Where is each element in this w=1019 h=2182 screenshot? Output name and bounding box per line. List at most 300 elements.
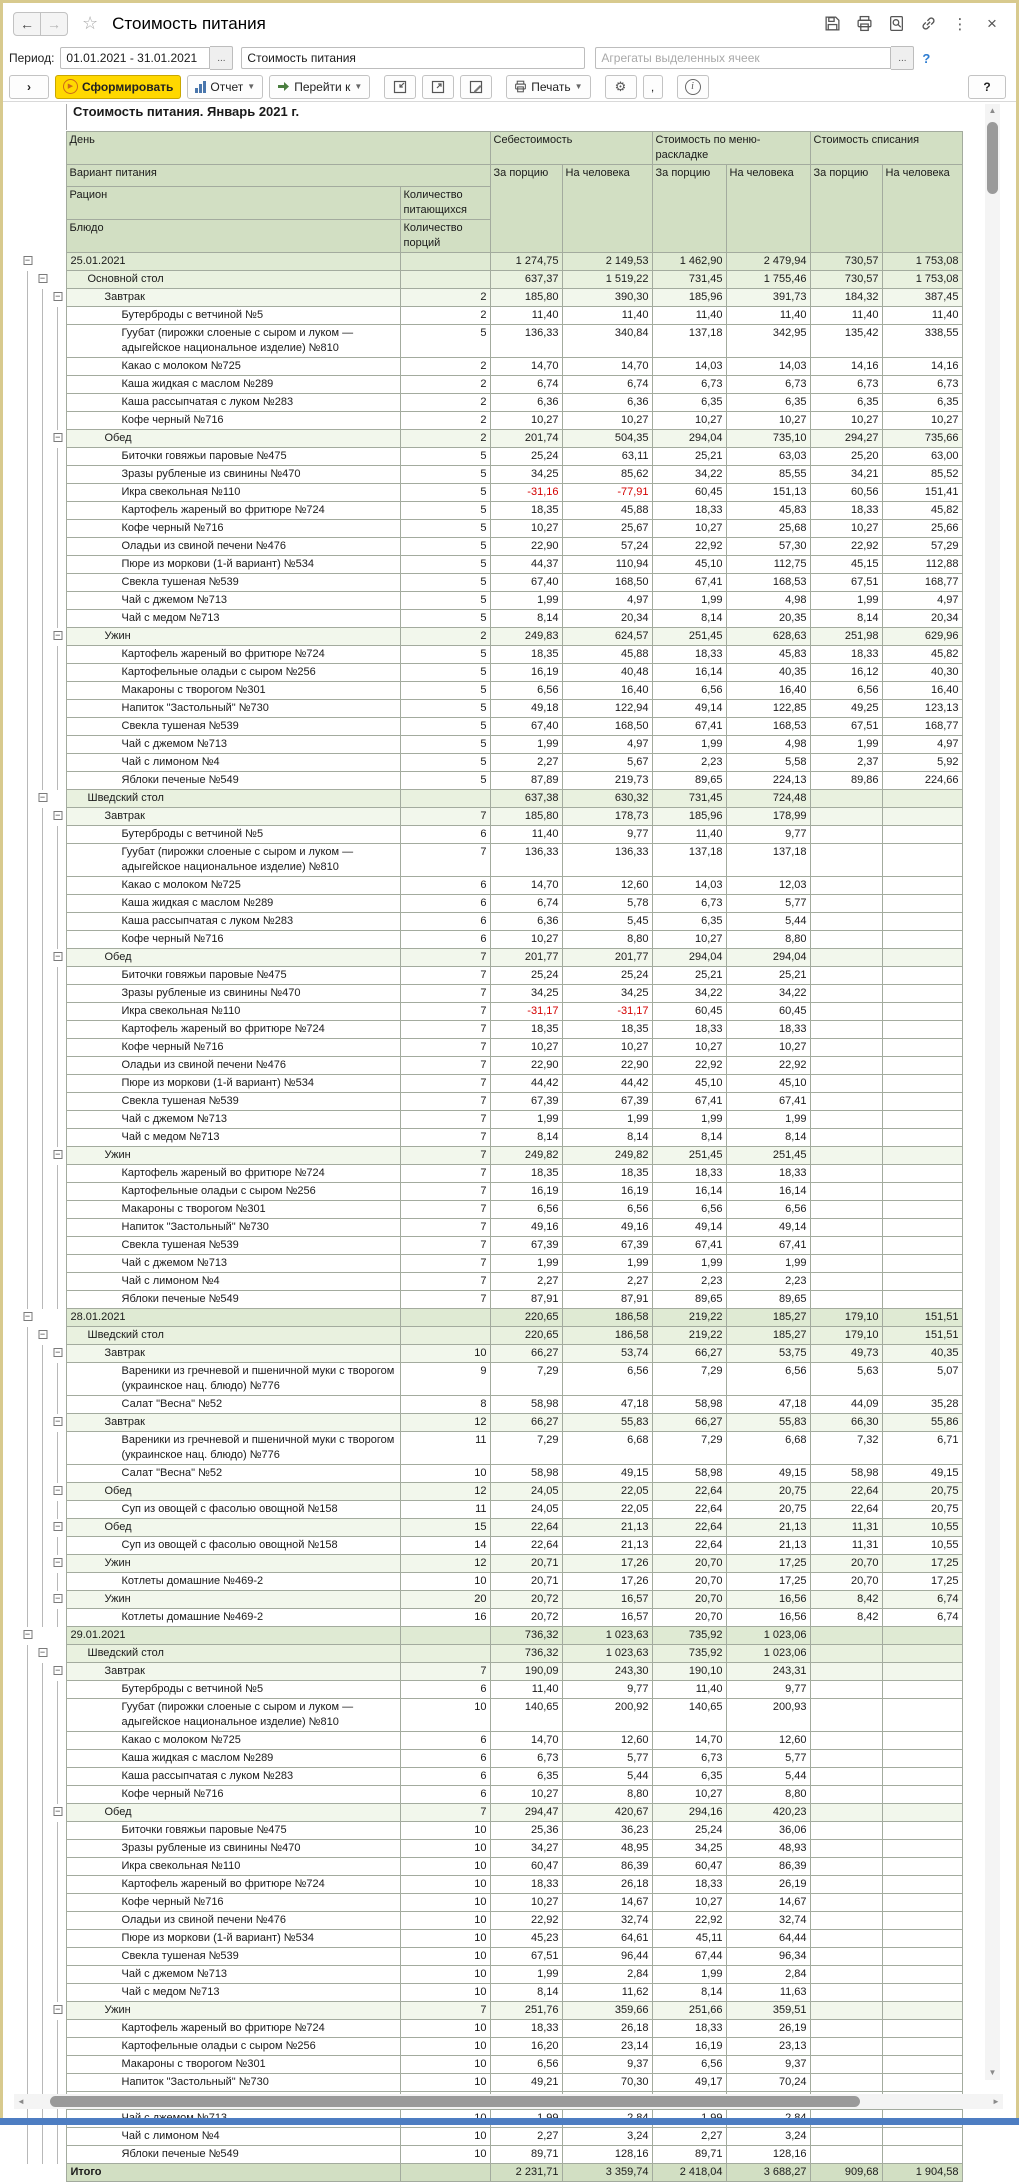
value-cell[interactable]: 86,39	[726, 1858, 810, 1876]
value-cell[interactable]: 251,45	[652, 1147, 726, 1165]
value-cell[interactable]	[882, 1858, 962, 1876]
value-cell[interactable]: 45,23	[490, 1930, 562, 1948]
value-cell[interactable]: 22,90	[490, 1057, 562, 1075]
quantity-cell[interactable]: 5	[400, 574, 490, 592]
value-cell[interactable]: 22,92	[726, 1057, 810, 1075]
value-cell[interactable]: 87,89	[490, 772, 562, 790]
value-cell[interactable]: 8,14	[810, 610, 882, 628]
dish-cell[interactable]: Котлеты домашние №469-2	[66, 1609, 400, 1627]
value-cell[interactable]: 10,27	[490, 412, 562, 430]
group-cell[interactable]: Ужин	[66, 1555, 400, 1573]
value-cell[interactable]: 178,73	[562, 808, 652, 826]
value-cell[interactable]	[810, 949, 882, 967]
value-cell[interactable]: 6,73	[810, 376, 882, 394]
value-cell[interactable]: 390,30	[562, 289, 652, 307]
value-cell[interactable]	[810, 1003, 882, 1021]
value-cell[interactable]	[810, 808, 882, 826]
quantity-cell[interactable]: 7	[400, 1273, 490, 1291]
quantity-cell[interactable]: 6	[400, 1732, 490, 1750]
value-cell[interactable]: -31,17	[562, 1003, 652, 1021]
value-cell[interactable]: 1,99	[652, 592, 726, 610]
col-header-per-person[interactable]: На человека	[562, 165, 652, 253]
value-cell[interactable]: 64,44	[726, 1930, 810, 1948]
dish-cell[interactable]: Суп из овощей с фасолью овощной №158	[66, 1537, 400, 1555]
value-cell[interactable]: 200,93	[726, 1699, 810, 1732]
collapse-toggle[interactable]: −	[55, 809, 61, 820]
value-cell[interactable]	[882, 1183, 962, 1201]
print-menu-button[interactable]	[506, 75, 590, 99]
dish-cell[interactable]: Гуубат (пирожки слоеные с сыром и луком — адыгейское национальное изделие) №810	[66, 844, 400, 877]
value-cell[interactable]: 9,37	[562, 2056, 652, 2074]
quantity-cell[interactable]: 7	[400, 1003, 490, 1021]
value-cell[interactable]	[810, 1804, 882, 1822]
quantity-cell[interactable]: 10	[400, 2146, 490, 2164]
collapse-toggle[interactable]: −	[55, 1805, 61, 1816]
dish-cell[interactable]: Кофе черный №716	[66, 412, 400, 430]
quantity-cell[interactable]: 6	[400, 1681, 490, 1699]
value-cell[interactable]: 185,96	[652, 808, 726, 826]
value-cell[interactable]	[810, 1057, 882, 1075]
value-cell[interactable]	[810, 1147, 882, 1165]
scroll-left-arrow[interactable]: ◄	[17, 2097, 25, 2106]
value-cell[interactable]: 96,44	[562, 1948, 652, 1966]
value-cell[interactable]: 7,29	[652, 1432, 726, 1465]
quantity-cell[interactable]	[400, 2164, 490, 2182]
value-cell[interactable]: 67,40	[490, 574, 562, 592]
favorite-star-icon[interactable]: ☆	[82, 13, 99, 33]
quantity-cell[interactable]: 10	[400, 1984, 490, 2002]
value-cell[interactable]: 58,98	[810, 1465, 882, 1483]
dish-cell[interactable]: Чай с лимоном №4	[66, 754, 400, 772]
value-cell[interactable]: 122,94	[562, 700, 652, 718]
value-cell[interactable]: 47,18	[726, 1396, 810, 1414]
dish-cell[interactable]: Каша жидкая с маслом №289	[66, 1750, 400, 1768]
value-cell[interactable]: 151,13	[726, 484, 810, 502]
value-cell[interactable]: 6,74	[882, 1591, 962, 1609]
value-cell[interactable]	[882, 1984, 962, 2002]
dish-cell[interactable]: Яблоки печеные №549	[66, 1291, 400, 1309]
value-cell[interactable]	[882, 1057, 962, 1075]
value-cell[interactable]: 49,25	[810, 700, 882, 718]
value-cell[interactable]	[882, 1111, 962, 1129]
value-cell[interactable]: 58,98	[490, 1465, 562, 1483]
value-cell[interactable]: 67,41	[652, 1093, 726, 1111]
value-cell[interactable]: 89,65	[652, 1291, 726, 1309]
value-cell[interactable]: 34,22	[652, 985, 726, 1003]
value-cell[interactable]: 735,66	[882, 430, 962, 448]
value-cell[interactable]: 294,04	[652, 430, 726, 448]
value-cell[interactable]	[882, 1750, 962, 1768]
value-cell[interactable]: 55,83	[726, 1414, 810, 1432]
quantity-cell[interactable]: 7	[400, 1255, 490, 1273]
dish-cell[interactable]: Макароны с творогом №301	[66, 682, 400, 700]
dish-cell[interactable]: Биточки говяжьи паровые №475	[66, 967, 400, 985]
value-cell[interactable]: 219,22	[652, 1327, 726, 1345]
value-cell[interactable]: 11,40	[490, 307, 562, 325]
value-cell[interactable]: 190,10	[652, 1663, 726, 1681]
dish-cell[interactable]: Чай с медом №713	[66, 610, 400, 628]
value-cell[interactable]: 22,92	[652, 538, 726, 556]
value-cell[interactable]: 2 149,53	[562, 253, 652, 271]
value-cell[interactable]	[810, 826, 882, 844]
value-cell[interactable]	[882, 1804, 962, 1822]
value-cell[interactable]	[882, 1948, 962, 1966]
quantity-cell[interactable]	[400, 790, 490, 808]
dish-cell[interactable]: Каша рассыпчатая с луком №283	[66, 1768, 400, 1786]
dish-cell[interactable]: Бутерброды с ветчиной №5	[66, 826, 400, 844]
quantity-cell[interactable]: 2	[400, 289, 490, 307]
value-cell[interactable]: 40,35	[882, 1345, 962, 1363]
value-cell[interactable]: 2,27	[490, 754, 562, 772]
value-cell[interactable]: 6,74	[562, 376, 652, 394]
value-cell[interactable]: 18,33	[652, 1021, 726, 1039]
value-cell[interactable]: 20,75	[726, 1483, 810, 1501]
quantity-cell[interactable]: 7	[400, 1039, 490, 1057]
value-cell[interactable]: 294,16	[652, 1804, 726, 1822]
quantity-cell[interactable]: 5	[400, 502, 490, 520]
value-cell[interactable]: 25,24	[490, 448, 562, 466]
value-cell[interactable]: 3,24	[562, 2128, 652, 2146]
value-cell[interactable]: 5,44	[726, 1768, 810, 1786]
value-cell[interactable]: 57,24	[562, 538, 652, 556]
value-cell[interactable]: 11,63	[726, 1984, 810, 2002]
value-cell[interactable]: 140,65	[490, 1699, 562, 1732]
value-cell[interactable]	[810, 1663, 882, 1681]
value-cell[interactable]: 243,30	[562, 1663, 652, 1681]
value-cell[interactable]: 8,80	[726, 931, 810, 949]
dish-cell[interactable]: Какао с молоком №725	[66, 877, 400, 895]
value-cell[interactable]: 14,16	[810, 358, 882, 376]
col-header-day[interactable]: День	[66, 132, 490, 165]
value-cell[interactable]: 25,21	[652, 967, 726, 985]
value-cell[interactable]	[882, 895, 962, 913]
value-cell[interactable]: 14,70	[562, 358, 652, 376]
value-cell[interactable]: 14,16	[882, 358, 962, 376]
value-cell[interactable]	[882, 1840, 962, 1858]
value-cell[interactable]: 34,25	[652, 1840, 726, 1858]
value-cell[interactable]: 85,62	[562, 466, 652, 484]
value-cell[interactable]: 6,56	[490, 1201, 562, 1219]
value-cell[interactable]: 45,15	[810, 556, 882, 574]
value-cell[interactable]: 70,24	[726, 2074, 810, 2092]
quantity-cell[interactable]: 5	[400, 484, 490, 502]
value-cell[interactable]	[882, 826, 962, 844]
value-cell[interactable]: 10,27	[562, 1039, 652, 1057]
value-cell[interactable]: 11,40	[810, 307, 882, 325]
quantity-cell[interactable]: 2	[400, 412, 490, 430]
help-button[interactable]	[968, 75, 1006, 99]
dish-cell[interactable]: Каша жидкая с маслом №289	[66, 376, 400, 394]
value-cell[interactable]: 6,73	[726, 376, 810, 394]
value-cell[interactable]: 67,51	[810, 718, 882, 736]
value-cell[interactable]: 45,82	[882, 646, 962, 664]
value-cell[interactable]: 201,77	[562, 949, 652, 967]
quantity-cell[interactable]: 7	[400, 808, 490, 826]
dish-cell[interactable]: Бутерброды с ветчиной №5	[66, 1681, 400, 1699]
value-cell[interactable]: 2,84	[562, 1966, 652, 1984]
value-cell[interactable]: 5,77	[562, 1750, 652, 1768]
value-cell[interactable]: 25,24	[490, 967, 562, 985]
value-cell[interactable]: 1,99	[562, 1255, 652, 1273]
value-cell[interactable]: 45,10	[652, 556, 726, 574]
quantity-cell[interactable]: 2	[400, 628, 490, 646]
value-cell[interactable]: 342,95	[726, 325, 810, 358]
value-cell[interactable]	[810, 2128, 882, 2146]
value-cell[interactable]: 85,52	[882, 466, 962, 484]
dish-cell[interactable]: Яблоки печеные №549	[66, 2146, 400, 2164]
value-cell[interactable]: 18,35	[490, 1021, 562, 1039]
dish-cell[interactable]: Салат "Весна" №52	[66, 1465, 400, 1483]
dish-cell[interactable]: Икра свекольная №110	[66, 1003, 400, 1021]
collapse-toggle[interactable]: −	[55, 290, 61, 301]
value-cell[interactable]: 4,98	[726, 736, 810, 754]
quantity-cell[interactable]: 10	[400, 1699, 490, 1732]
value-cell[interactable]: 128,16	[726, 2146, 810, 2164]
value-cell[interactable]: 387,45	[882, 289, 962, 307]
value-cell[interactable]: 6,73	[652, 895, 726, 913]
quantity-cell[interactable]: 5	[400, 682, 490, 700]
value-cell[interactable]: 67,41	[652, 574, 726, 592]
edit-cell-button[interactable]	[460, 75, 492, 99]
value-cell[interactable]	[810, 1912, 882, 1930]
quantity-cell[interactable]: 10	[400, 1930, 490, 1948]
value-cell[interactable]: 5,58	[726, 754, 810, 772]
value-cell[interactable]: 10,27	[652, 1039, 726, 1057]
value-cell[interactable]: 20,70	[652, 1573, 726, 1591]
value-cell[interactable]: 18,33	[726, 1165, 810, 1183]
value-cell[interactable]: 5,67	[562, 754, 652, 772]
horizontal-scroll-thumb[interactable]	[50, 2096, 860, 2107]
value-cell[interactable]: 1,99	[490, 1966, 562, 1984]
value-cell[interactable]: 6,73	[882, 376, 962, 394]
value-cell[interactable]: 45,10	[726, 1075, 810, 1093]
value-cell[interactable]: 2,37	[810, 754, 882, 772]
value-cell[interactable]: 49,16	[562, 1219, 652, 1237]
value-cell[interactable]: 735,92	[652, 1645, 726, 1663]
value-cell[interactable]: 1 755,46	[726, 271, 810, 289]
value-cell[interactable]: 10,27	[490, 520, 562, 538]
scroll-right-arrow[interactable]: ►	[992, 2097, 1000, 2106]
value-cell[interactable]: 1 753,08	[882, 253, 962, 271]
value-cell[interactable]	[882, 1003, 962, 1021]
col-header-cost[interactable]: Себестоимость	[490, 132, 652, 165]
quantity-cell[interactable]: 12	[400, 1483, 490, 1501]
info-button[interactable]	[677, 75, 709, 99]
value-cell[interactable]: 6,73	[490, 1750, 562, 1768]
col-header-variant[interactable]: Вариант питания	[66, 165, 490, 187]
vertical-scrollbar[interactable]	[985, 104, 1000, 2080]
quantity-cell[interactable]: 5	[400, 325, 490, 358]
dish-cell[interactable]: Чай с джемом №713	[66, 1966, 400, 1984]
value-cell[interactable]: 294,04	[726, 949, 810, 967]
value-cell[interactable]: 8,14	[562, 1129, 652, 1147]
dish-cell[interactable]: Картофельные оладьи с сыром №256	[66, 664, 400, 682]
value-cell[interactable]: 200,92	[562, 1699, 652, 1732]
generate-button[interactable]	[55, 75, 181, 99]
dish-cell[interactable]: Каша жидкая с маслом №289	[66, 895, 400, 913]
value-cell[interactable]: 10,27	[652, 1894, 726, 1912]
group-cell[interactable]: Завтрак	[66, 289, 400, 307]
dish-cell[interactable]: Кофе черный №716	[66, 1786, 400, 1804]
value-cell[interactable]: 58,98	[490, 1396, 562, 1414]
value-cell[interactable]: 5,44	[726, 913, 810, 931]
value-cell[interactable]: 22,64	[652, 1483, 726, 1501]
value-cell[interactable]: 66,27	[490, 1414, 562, 1432]
quantity-cell[interactable]: 10	[400, 1345, 490, 1363]
value-cell[interactable]	[810, 2020, 882, 2038]
value-cell[interactable]: 8,80	[726, 1786, 810, 1804]
value-cell[interactable]	[810, 1093, 882, 1111]
value-cell[interactable]: 67,41	[726, 1093, 810, 1111]
value-cell[interactable]: 136,33	[562, 844, 652, 877]
value-cell[interactable]	[810, 913, 882, 931]
quantity-cell[interactable]: 5	[400, 466, 490, 484]
value-cell[interactable]: 14,70	[652, 1732, 726, 1750]
value-cell[interactable]: 5,44	[562, 1768, 652, 1786]
value-cell[interactable]: 1 753,08	[882, 271, 962, 289]
value-cell[interactable]	[810, 1681, 882, 1699]
quantity-cell[interactable]: 7	[400, 1165, 490, 1183]
value-cell[interactable]: 1,99	[810, 592, 882, 610]
value-cell[interactable]: 48,95	[562, 1840, 652, 1858]
value-cell[interactable]: 58,98	[652, 1465, 726, 1483]
value-cell[interactable]: 17,25	[882, 1573, 962, 1591]
value-cell[interactable]: 6,35	[652, 1768, 726, 1786]
value-cell[interactable]: 10,27	[810, 520, 882, 538]
quantity-cell[interactable]: 7	[400, 1057, 490, 1075]
value-cell[interactable]: 21,13	[726, 1537, 810, 1555]
value-cell[interactable]: 185,80	[490, 289, 562, 307]
quantity-cell[interactable]: 10	[400, 1876, 490, 1894]
value-cell[interactable]: 151,51	[882, 1327, 962, 1345]
value-cell[interactable]: 18,35	[490, 646, 562, 664]
value-cell[interactable]: 11,40	[652, 1681, 726, 1699]
quantity-cell[interactable]: 9	[400, 1363, 490, 1396]
quantity-cell[interactable]: 5	[400, 556, 490, 574]
value-cell[interactable]: 16,56	[726, 1609, 810, 1627]
value-cell[interactable]: 735,92	[652, 1627, 726, 1645]
value-cell[interactable]: 1,99	[490, 1111, 562, 1129]
value-cell[interactable]: 67,51	[490, 1948, 562, 1966]
value-cell[interactable]: 16,40	[726, 682, 810, 700]
value-cell[interactable]: 736,32	[490, 1645, 562, 1663]
value-cell[interactable]: 2 418,04	[652, 2164, 726, 2182]
dish-cell[interactable]: Чай с медом №713	[66, 1984, 400, 2002]
value-cell[interactable]: 18,33	[652, 646, 726, 664]
value-cell[interactable]: 60,45	[726, 1003, 810, 1021]
value-cell[interactable]: 32,74	[562, 1912, 652, 1930]
value-cell[interactable]	[810, 967, 882, 985]
value-cell[interactable]: 67,51	[810, 574, 882, 592]
value-cell[interactable]: 40,48	[562, 664, 652, 682]
period-input[interactable]: 01.01.2021 - 31.01.2021	[60, 47, 210, 69]
value-cell[interactable]: 25,24	[652, 1822, 726, 1840]
value-cell[interactable]: 67,41	[726, 1237, 810, 1255]
dish-cell[interactable]: Оладьи из свиной печени №476	[66, 1912, 400, 1930]
value-cell[interactable]: 34,22	[726, 985, 810, 1003]
value-cell[interactable]: 49,14	[652, 700, 726, 718]
value-cell[interactable]: 26,19	[726, 1876, 810, 1894]
value-cell[interactable]: 34,25	[490, 466, 562, 484]
value-cell[interactable]	[810, 1984, 882, 2002]
dish-cell[interactable]: Свекла тушеная №539	[66, 718, 400, 736]
link-icon[interactable]	[918, 14, 938, 34]
group-cell[interactable]: Завтрак	[66, 1345, 400, 1363]
value-cell[interactable]: 185,96	[652, 289, 726, 307]
dish-cell[interactable]: Суп из овощей с фасолью овощной №158	[66, 1501, 400, 1519]
value-cell[interactable]: 18,35	[490, 502, 562, 520]
value-cell[interactable]	[882, 2074, 962, 2092]
dish-cell[interactable]: Биточки говяжьи паровые №475	[66, 448, 400, 466]
quantity-cell[interactable]: 5	[400, 538, 490, 556]
value-cell[interactable]	[882, 1786, 962, 1804]
value-cell[interactable]: 137,18	[652, 325, 726, 358]
dish-cell[interactable]: Котлеты домашние №469-2	[66, 1573, 400, 1591]
quantity-cell[interactable]: 10	[400, 1822, 490, 1840]
dish-cell[interactable]: Кофе черный №716	[66, 520, 400, 538]
value-cell[interactable]: 18,33	[652, 1876, 726, 1894]
quantity-cell[interactable]: 7	[400, 949, 490, 967]
value-cell[interactable]: 168,77	[882, 718, 962, 736]
value-cell[interactable]: 21,13	[562, 1537, 652, 1555]
value-cell[interactable]: -31,16	[490, 484, 562, 502]
value-cell[interactable]: 25,21	[726, 967, 810, 985]
value-cell[interactable]	[882, 1093, 962, 1111]
col-header-per-portion[interactable]: За порцию	[810, 165, 882, 253]
dish-cell[interactable]: Напиток "Застольный" №730	[66, 1219, 400, 1237]
dish-cell[interactable]: Картофель жареный во фритюре №724	[66, 1021, 400, 1039]
find-icon[interactable]	[886, 14, 906, 34]
value-cell[interactable]: 16,57	[562, 1591, 652, 1609]
value-cell[interactable]: 14,70	[490, 877, 562, 895]
dish-cell[interactable]: Какао с молоком №725	[66, 358, 400, 376]
value-cell[interactable]: 5,07	[882, 1363, 962, 1396]
value-cell[interactable]: 1 023,06	[726, 1627, 810, 1645]
value-cell[interactable]	[882, 1021, 962, 1039]
dish-cell[interactable]: Чай с лимоном №4	[66, 2128, 400, 2146]
value-cell[interactable]: 66,27	[652, 1414, 726, 1432]
value-cell[interactable]: 122,85	[726, 700, 810, 718]
quantity-cell[interactable]: 7	[400, 1075, 490, 1093]
value-cell[interactable]	[882, 1681, 962, 1699]
value-cell[interactable]	[882, 2020, 962, 2038]
value-cell[interactable]: 6,74	[882, 1609, 962, 1627]
quantity-cell[interactable]: 7	[400, 985, 490, 1003]
quantity-cell[interactable]: 6	[400, 895, 490, 913]
value-cell[interactable]: 67,40	[490, 718, 562, 736]
value-cell[interactable]: 16,14	[652, 664, 726, 682]
value-cell[interactable]: 151,51	[882, 1309, 962, 1327]
col-header-qty-portions[interactable]: Количество порций	[400, 220, 490, 253]
value-cell[interactable]: 12,60	[726, 1732, 810, 1750]
value-cell[interactable]: 45,10	[652, 1075, 726, 1093]
value-cell[interactable]: 45,82	[882, 502, 962, 520]
value-cell[interactable]	[882, 1627, 962, 1645]
value-cell[interactable]: 8,14	[490, 1984, 562, 2002]
value-cell[interactable]: 22,92	[810, 538, 882, 556]
col-header-dish[interactable]: Блюдо	[66, 220, 400, 253]
value-cell[interactable]: 25,68	[726, 520, 810, 538]
quantity-cell[interactable]: 12	[400, 1555, 490, 1573]
value-cell[interactable]	[882, 1876, 962, 1894]
group-cell[interactable]: Обед	[66, 1804, 400, 1822]
period-picker-button[interactable]: ...	[210, 46, 233, 70]
value-cell[interactable]	[882, 1966, 962, 1984]
value-cell[interactable]	[810, 1273, 882, 1291]
value-cell[interactable]: 359,51	[726, 2002, 810, 2020]
value-cell[interactable]: 16,14	[652, 1183, 726, 1201]
value-cell[interactable]: 186,58	[562, 1309, 652, 1327]
